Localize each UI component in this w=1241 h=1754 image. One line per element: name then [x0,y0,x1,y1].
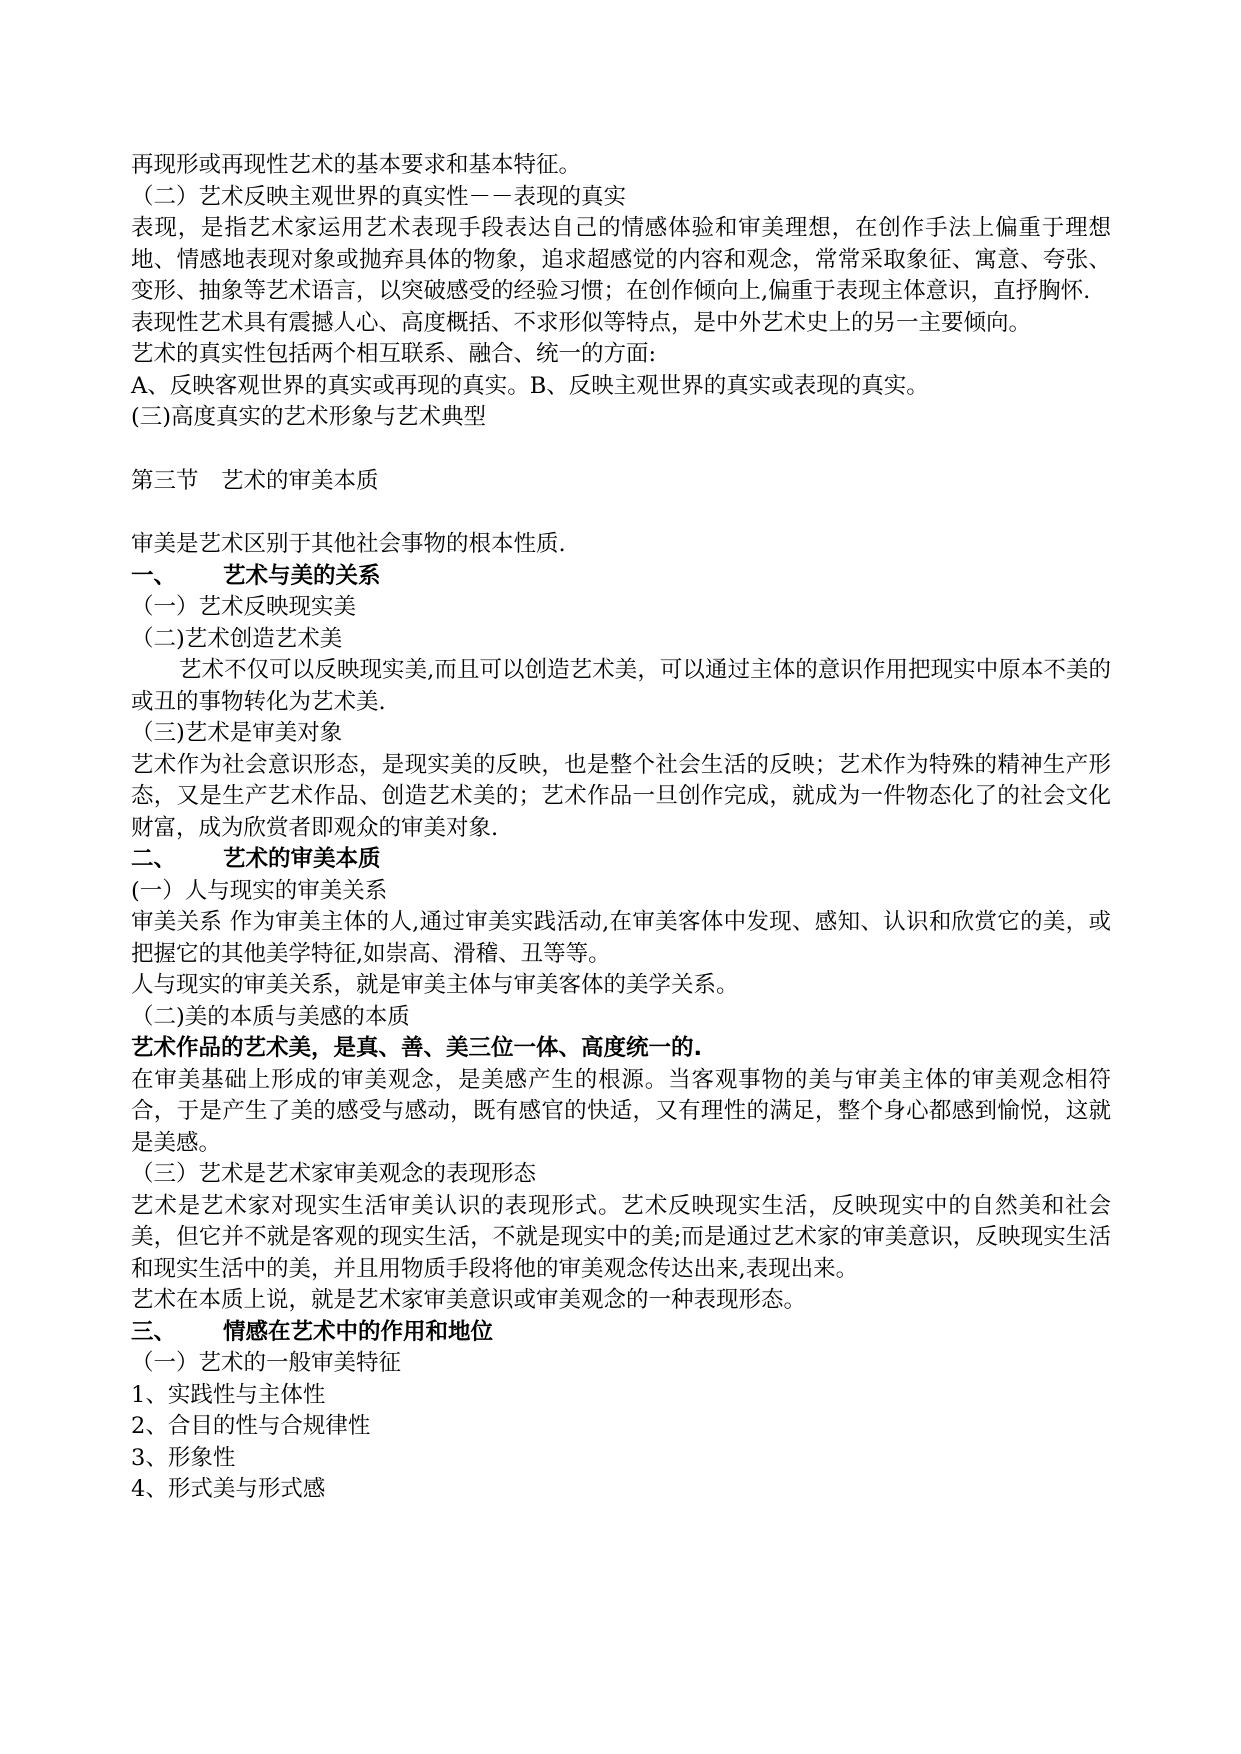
paragraph: 表现，是指艺术家运用艺术表现手段表达自己的情感体验和审美理想，在创作手法上偏重于理想地、情感地表现对象或抛弃具体的物象，追求超感觉的内容和观念，常常采取象征、寓意、夸张、变形、抽象等艺术语言，以突破感受的经验习惯；在创作倾向上,偏重于表现主体意识，直抒胸怀. [131,215,1111,304]
document-body [131,150,1111,1506]
paragraph: 再现形或再现性艺术的基本要求和基本特征。 [131,152,582,178]
subheading: （一）艺术的一般审美特征 [131,1350,402,1376]
paragraph: 艺术在本质上说，就是艺术家审美意识或审美观念的一种表现形态。 [131,1287,807,1313]
heading-number: 三、 [131,1318,177,1345]
subheading: （一）艺术反映现实美 [131,594,357,620]
paragraph: 在审美基础上形成的审美观念，是美感产生的根源。当客观事物的美与审美主体的审美观念相符合，于是产生了美的感受与感动，既有感官的快适，又有理性的满足，整个身心都感到愉悦，这就是美感。 [131,1066,1111,1156]
list-item: 3、形象性 [131,1444,236,1471]
list-item: 2、合目的性与合规律性 [131,1413,371,1439]
paragraph: 艺术不仅可以反映现实美,而且可以创造艺术美，可以通过主体的意识作用把现实中原本不美的或丑的事物转化为艺术美. [131,657,1111,715]
paragraph: 艺术作为社会意识形态，是现实美的反映，也是整个社会生活的反映；艺术作为特殊的精神生产形态，又是生产艺术作品、创造艺术美的；艺术作品一旦创作完成，就成为一件物态化了的社会文化财富，成为欣赏者即观众的审美对象. [131,751,1111,841]
subheading: （二)艺术创造艺术美 [131,625,343,652]
paragraph: 艺术的真实性包括两个相互联系、融合、统一的方面: [131,341,657,367]
paragraph: 审美关系 作为审美主体的人,通过审美实践活动,在审美客体中发现、感知、认识和欣赏它的美，或把握它的其他美学特征,如崇高、滑稽、丑等等。 [131,909,1111,967]
paragraph: 表现性艺术具有震撼人心、高度概括、不求形似等特点，是中外艺术史上的另一主要倾向。 [131,309,1032,336]
subheading: （三）艺术是艺术家审美观念的表现形态 [131,1161,537,1187]
heading-text: 艺术的审美本质 [223,846,381,872]
heading-2 [131,844,1111,876]
section-title: 第三节 艺术的审美本质 [131,467,379,494]
subheading: (一）人与现实的审美关系 [131,877,388,904]
heading-text: 艺术与美的关系 [223,562,381,589]
list-item: 1、实践性与主体性 [131,1381,326,1408]
paragraph: A、反映客观世界的真实或再现的真实。B、反映主观世界的真实或表现的真实。 [131,372,929,399]
bold-statement: 艺术作品的艺术美，是真、善、美三位一体、高度统一的. [131,1035,703,1061]
heading-number: 二、 [131,846,177,872]
subheading: （二）艺术反映主观世界的真实性－－表现的真实 [131,183,627,210]
paragraph: 艺术是艺术家对现实生活审美认识的表现形式。艺术反映现实生活，反映现实中的自然美和社会美，但它并不就是客观的现实生活，不就是现实中的美;而是通过艺术家的审美意识，反映现实生活和现实生活中的美，并且用物质手段将他的审美观念传达出来,表现出来。 [131,1192,1111,1282]
heading-3 [131,1317,1111,1349]
section-intro: 审美是艺术区别于其他社会事物的根本性质. [131,531,566,557]
paragraph: 人与现实的审美关系，就是审美主体与审美客体的美学关系。 [131,972,739,998]
heading-1 [131,561,1111,593]
subheading: （三)艺术是审美对象 [131,720,343,746]
subheading: （二)美的本质与美感的本质 [131,1003,410,1030]
list-item: 4、形式美与形式感 [131,1476,326,1502]
heading-number: 一、 [131,562,177,589]
heading-text: 情感在艺术中的作用和地位 [223,1318,494,1345]
subheading: (三)高度真实的艺术形象与艺术典型 [131,404,487,430]
